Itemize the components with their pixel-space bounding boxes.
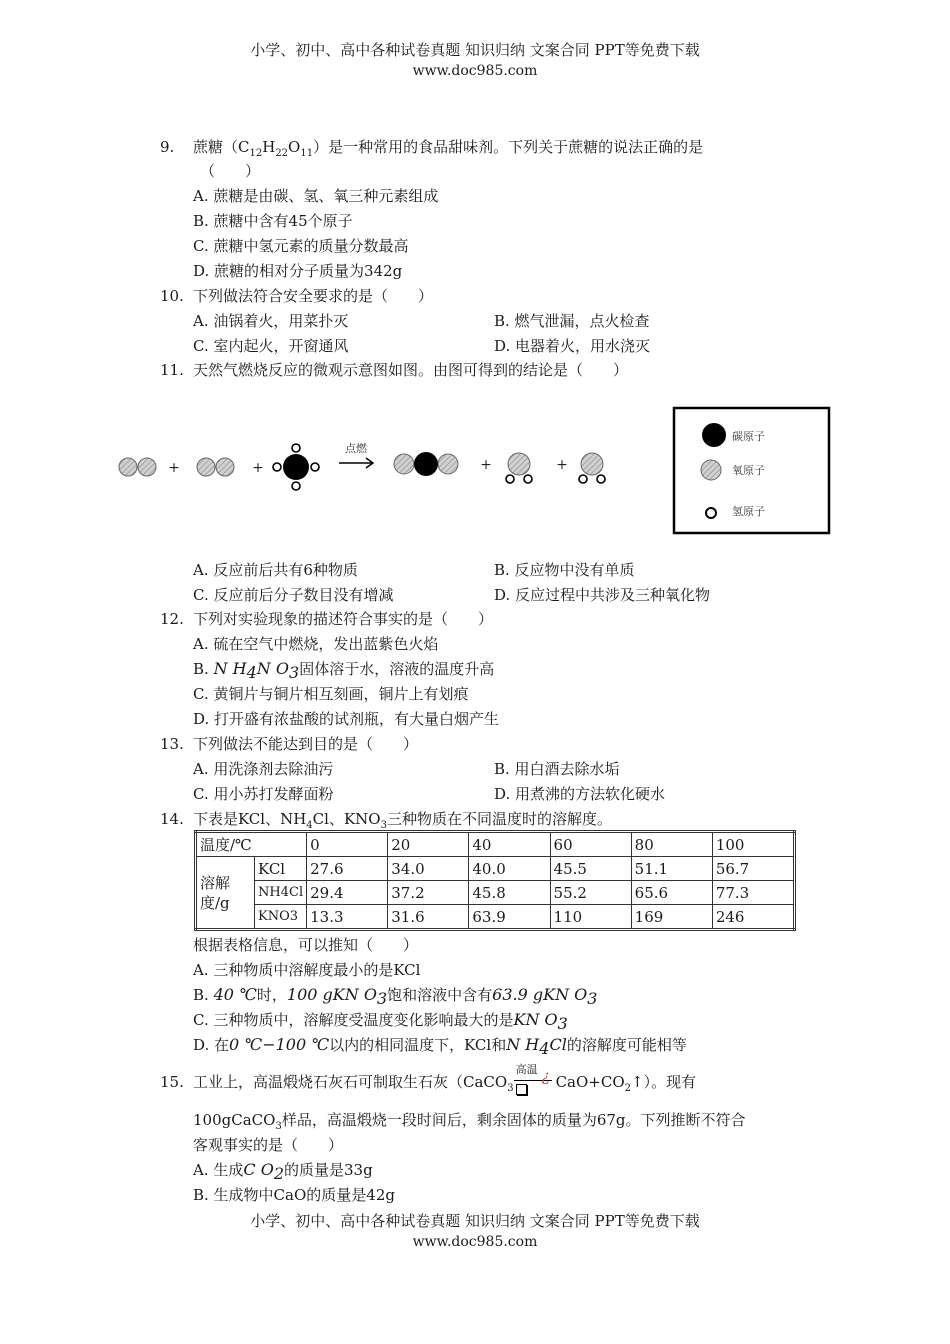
header-url[interactable]: www.doc985.com bbox=[412, 63, 538, 79]
arrow-label: 点燃 bbox=[345, 442, 367, 455]
q11-option-a[interactable]: A. 反应前后共有6种物质 bbox=[193, 561, 358, 579]
svg-text:碳原子: 碳原子 bbox=[732, 430, 765, 443]
cell: 246 bbox=[712, 905, 794, 930]
svg-text:+: + bbox=[556, 457, 568, 473]
cell: 51.1 bbox=[631, 857, 712, 881]
q14-option-a[interactable]: A. 三种物质中溶解度最小的是KCl bbox=[193, 961, 421, 979]
oxygen-molecule-2 bbox=[197, 458, 234, 476]
q15-stem-line1: 工业上，高温煅烧石灰石可制取生石灰（CaCO$_3$ 高温 ¿ $CaO+CO_2↑$）。现有 bbox=[193, 1063, 697, 1094]
q10-stem: 下列做法符合安全要求的是（ ） bbox=[193, 287, 434, 305]
q11-option-b[interactable]: B. 反应物中没有单质 bbox=[494, 561, 635, 579]
q14-number: 14. bbox=[160, 810, 184, 828]
q12-number: 12. bbox=[160, 610, 184, 628]
q13-option-d[interactable]: D. 用煮沸的方法软化硬水 bbox=[494, 785, 666, 803]
water-molecule-2 bbox=[579, 453, 605, 483]
cell: 65.6 bbox=[631, 881, 712, 905]
q15-option-b[interactable]: B. 生成物中CaO的质量是42g bbox=[193, 1186, 395, 1204]
q11-option-c[interactable]: C. 反应前后分子数目没有增减 bbox=[193, 586, 394, 604]
row-group-label: 溶解度/g bbox=[196, 857, 255, 930]
q12-option-b[interactable]: B. N $H_4N$ $O_3$固体溶于水，溶液的温度升高 bbox=[193, 659, 495, 682]
q15-option-a[interactable]: A. 生成C $O_2$的质量是33g bbox=[193, 1160, 373, 1183]
q15-stem-line3: 客观事实的是（ ） bbox=[193, 1136, 344, 1154]
cell: 27.6 bbox=[307, 857, 388, 881]
q14-option-b[interactable]: B. 40 ℃时，100 gKN $O_3$饱和溶液中含有63.9 gKN $O_3$ bbox=[193, 985, 598, 1008]
q10-option-a[interactable]: A. 油锅着火，用菜扑灭 bbox=[193, 312, 349, 330]
reaction-diagram bbox=[110, 400, 840, 540]
q15-stem-line2: 100gCaCO$_3$样品，高温煅烧一段时间后，剩余固体的质量为67g。下列推断不符合 bbox=[193, 1111, 746, 1132]
q10-option-c[interactable]: C. 室内起火，开窗通风 bbox=[193, 337, 349, 355]
temp-label: 温度/℃ bbox=[196, 832, 307, 857]
cell: 63.9 bbox=[469, 905, 550, 930]
q10-number: 10. bbox=[160, 287, 184, 305]
q9-option-b[interactable]: B. 蔗糖中含有45个原子 bbox=[193, 212, 353, 230]
footer-text: 小学、初中、高中各种试卷真题 知识归纳 文案合同 PPT等免费下载 bbox=[250, 1212, 700, 1230]
q14-option-d[interactable]: D. 在0 ℃−100 ℃以内的相同温度下，KCl和N $H_4Cl$的溶解度可能相等 bbox=[193, 1035, 687, 1058]
temp-20: 20 bbox=[388, 832, 469, 857]
cell: 13.3 bbox=[307, 905, 388, 930]
q9-stem: 蔗糖$(C_{12}H_{22}O_{11})$是一种常用的食品甜味剂。下列关于蔗糖的说法正确的是 bbox=[193, 138, 704, 159]
oxygen-molecule-1 bbox=[119, 458, 156, 476]
header-text: 小学、初中、高中各种试卷真题 知识归纳 文案合同 PPT等免费下载 bbox=[250, 41, 700, 59]
cell: 45.5 bbox=[550, 857, 631, 881]
q12-stem: 下列对实验现象的描述符合事实的是（ ） bbox=[193, 610, 494, 628]
q11-stem: 天然气燃烧反应的微观示意图如图。由图可得到的结论是（ ） bbox=[193, 361, 629, 379]
page-header bbox=[0, 40, 950, 82]
q14-prompt: 根据表格信息，可以推知（ ） bbox=[193, 936, 419, 954]
temp-80: 80 bbox=[631, 832, 712, 857]
q10-option-d[interactable]: D. 电器着火，用水浇灭 bbox=[494, 337, 651, 355]
q9-answer-paren: （ ） bbox=[200, 162, 261, 180]
methane-molecule bbox=[273, 444, 319, 490]
temp-100: 100 bbox=[712, 832, 794, 857]
cell: 45.8 bbox=[469, 881, 550, 905]
row-name: KNO3 bbox=[255, 905, 307, 930]
svg-text:+: + bbox=[252, 460, 264, 476]
carbon-dioxide-molecule bbox=[394, 452, 458, 476]
temp-60: 60 bbox=[550, 832, 631, 857]
svg-text:+: + bbox=[168, 460, 180, 476]
row-name: KCl bbox=[255, 857, 307, 881]
q12-option-c[interactable]: C. 黄铜片与铜片相互刻画，铜片上有划痕 bbox=[193, 685, 469, 703]
table-row bbox=[196, 881, 795, 905]
cell: 169 bbox=[631, 905, 712, 930]
q12-option-d[interactable]: D. 打开盛有浓盐酸的试剂瓶，有大量白烟产生 bbox=[193, 710, 500, 728]
q13-stem: 下列做法不能达到目的是（ ） bbox=[193, 735, 419, 753]
cell: 34.0 bbox=[388, 857, 469, 881]
cell: 31.6 bbox=[388, 905, 469, 930]
q9-number: 9. bbox=[160, 138, 175, 156]
cell: 56.7 bbox=[712, 857, 794, 881]
table-row bbox=[196, 857, 795, 881]
row-name: NH4Cl bbox=[255, 881, 307, 905]
svg-text:氧原子: 氧原子 bbox=[732, 464, 765, 477]
q14-stem: 下表是KCl、$NH_4Cl$、$KNO_3$三种物质在不同温度时的溶解度。 bbox=[193, 810, 612, 831]
q9-option-d[interactable]: D. 蔗糖的相对分子质量为342g bbox=[193, 262, 403, 280]
q14-option-c[interactable]: C. 三种物质中，溶解度受温度变化影响最大的是KN $O_3$ bbox=[193, 1010, 568, 1033]
q15-number: 15. bbox=[160, 1073, 184, 1091]
cell: 110 bbox=[550, 905, 631, 930]
cell: 29.4 bbox=[307, 881, 388, 905]
cell: 55.2 bbox=[550, 881, 631, 905]
q11-number: 11. bbox=[160, 361, 184, 379]
temp-40: 40 bbox=[469, 832, 550, 857]
diagram-legend bbox=[674, 408, 829, 533]
q11-option-d[interactable]: D. 反应过程中共涉及三种氧化物 bbox=[494, 586, 711, 604]
cell: 77.3 bbox=[712, 881, 794, 905]
footer-url[interactable]: www.doc985.com bbox=[412, 1234, 538, 1250]
table-row bbox=[196, 905, 795, 930]
reaction-condition: 高温 ¿ bbox=[514, 1072, 556, 1092]
q9-option-c[interactable]: C. 蔗糖中氢元素的质量分数最高 bbox=[193, 237, 409, 255]
table-header-row bbox=[196, 832, 795, 857]
temp-0: 0 bbox=[307, 832, 388, 857]
svg-text:+: + bbox=[480, 457, 492, 473]
q10-option-b[interactable]: B. 燃气泄漏，点火检查 bbox=[494, 312, 650, 330]
svg-text:氢原子: 氢原子 bbox=[732, 505, 765, 518]
page-footer bbox=[0, 1211, 950, 1253]
q12-option-a[interactable]: A. 硫在空气中燃烧，发出蓝紫色火焰 bbox=[193, 635, 439, 653]
q13-option-c[interactable]: C. 用小苏打发酵面粉 bbox=[193, 785, 334, 803]
water-molecule-1 bbox=[506, 453, 532, 483]
cell: 40.0 bbox=[469, 857, 550, 881]
solubility-table bbox=[194, 830, 796, 931]
q13-option-a[interactable]: A. 用洗涤剂去除油污 bbox=[193, 760, 334, 778]
cell: 37.2 bbox=[388, 881, 469, 905]
q13-option-b[interactable]: B. 用白酒去除水垢 bbox=[494, 760, 620, 778]
q13-number: 13. bbox=[160, 735, 184, 753]
q9-option-a[interactable]: A. 蔗糖是由碳、氢、氧三种元素组成 bbox=[193, 187, 439, 205]
